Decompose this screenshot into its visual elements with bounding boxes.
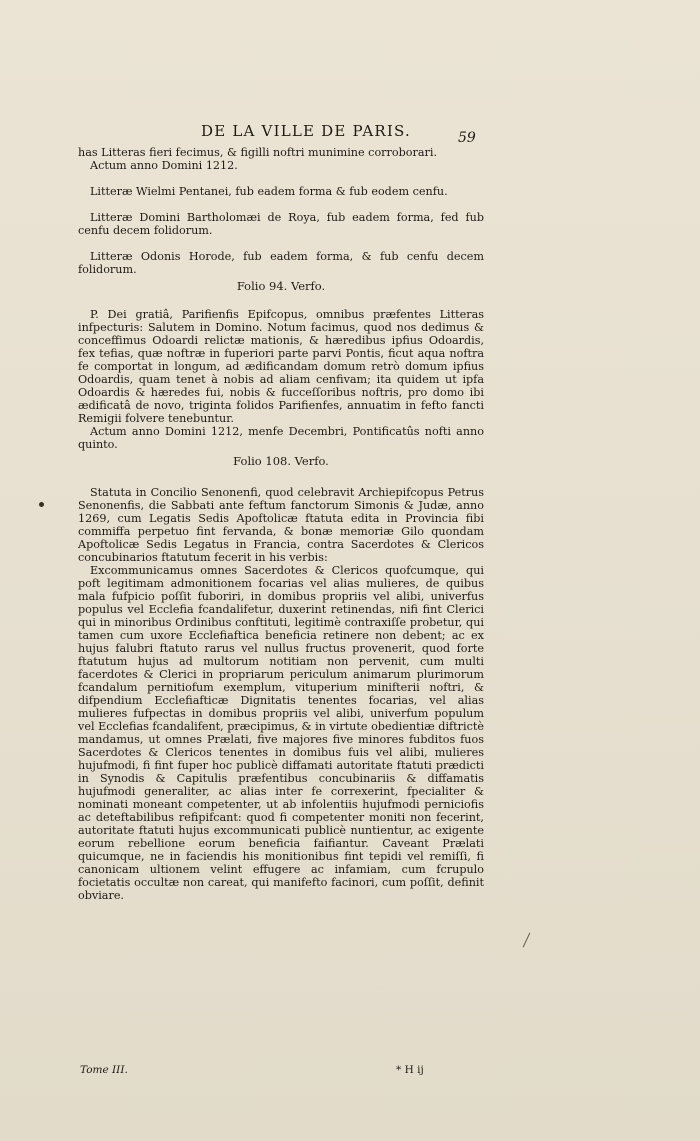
paragraph: Litteræ Odonis Horode, fub eadem forma, & fub cenfu decem folidorum.: [78, 250, 484, 276]
paragraph: Litteræ Wielmi Pentanei, fub eadem forma & fub eodem cenfu.: [90, 185, 448, 198]
volume-label: Tome III.: [80, 1064, 128, 1076]
page-number: 59: [458, 130, 476, 146]
folio-heading: Folio 108. Verfo.: [233, 454, 329, 468]
page-footer: [78, 1064, 484, 1080]
paragraph: P. Dei gratiâ, Parifienfis Epifcopus, omnibus præfentes Litteras infpecturis: Salutem in Domino. Notum facimus, quod nos dedimus & conceffimus Odoardi relictæ mationis, & hæredibus ipfius Odoardis, fex tefias, quæ noftræ in fuperiori parte parvi Pontis, ficut aqua noftra fe comportat in longum, ad ædificandam domum retrò domum ipfius Odoardis, quam tenet à nobis ad aliam cenfivam; ita quidem ut ipfa Odoardis & hæredes fui, nobis & fucceſſoribus noftris, pro domo ibi ædificatâ de novo, triginta folidos Parifienfes, annuatim in fefto fancti Remigii folvere tenebuntur.: [78, 308, 484, 425]
body-text: [78, 146, 484, 902]
paragraph: Actum anno Domini 1212, menfe Decembri, Pontificatûs nofti anno quinto.: [78, 425, 484, 451]
paragraph: Excommunicamus omnes Sacerdotes & Clericos quofcumque, qui poft legitimam admonitionem focarias vel alias mulieres, de quibus mala fufpicio poſſit fuboriri, in domibus propriis vel alibi, univerfus populus vel Ecclefia fcandalifetur, duxerint retinendas, nifi fint Clerici qui in minoribus Ordinibus conftituti, legitimè contraxiſſe probetur, qui tamen cum uxore Ecclefiaftica beneficia retinere non debent; ac ex hujus falubri ftatuto rarus vel nullus fructus provenerit, quod forte ftatutum hujus ad multorum notitiam non pervenit, cum multi facerdotes & Clerici in propriarum periculum animarum plurimorum fcandalum pernitiofum exemplum, vituperium minifterii noftri, & difpendium Ecclefiafticæ Dignitatis tenentes focarias, vel alias mulieres fufpectas in domibus propriis vel alibi, univerfum populum vel Ecclefias fcandalifent, præcipimus, & in virtute obedientiæ diftrictè mandamus, ut omnes Prælati, five majores five minores fubditos fuos Sacerdotes & Clericos tenentes in domibus fuis vel alibi, mulieres hujufmodi, fi fint fuper hoc publicè diffamati autoritate ftatuti prædicti in Synodis & Capitulis præfentibus concubinariis & diffamatis hujufmodi generaliter, ac alias inter fe correxerint, fpecialiter & nominati moneant competenter, ut ab infolentiis hujufmodi perniciofis ac deteftabilibus refipifcant: quod fi competenter moniti non fecerint, autoritate ftatuti hujus excommunicati publicè nuntientur, ac exigente eorum rebellione eorum beneficia faifiantur. Caveant Prælati quicumque, ne in faciendis his monitionibus fint tepidi vel remiſſi, fi canonicam ultionem velint effugere ac infamiam, cum fcrupulo focietatis occultæ non careat, qui manifefto facinori, cum poſſit, definit obviare.: [78, 564, 484, 902]
paragraph: Actum anno Domini 1212.: [90, 159, 238, 172]
signature-mark: * H ij: [396, 1064, 424, 1076]
paper-scratch: [523, 933, 531, 948]
folio-heading: Folio 94. Verfo.: [236, 279, 326, 293]
page-header: [0, 122, 700, 146]
paragraph: Statuta in Concilio Senonenfi, quod celebravit Archiepifcopus Petrus Senonenfis, die Sabbati ante feftum fanctorum Simonis & Judæ, anno 1269, cum Legatis Sedis Apoftolicæ ftatuta edita in Provincia fibi commiffa perpetuo fint fervanda, & bonæ memoriæ Gilo quondam Apoftolicæ Sedis Legatus in Francia, contra Sacerdotes & Clericos concubinarios ftatutum fecerit in his verbis:: [78, 486, 484, 564]
paragraph: has Litteras fieri fecimus, & figilli noftri munimine corroborari.: [78, 146, 438, 159]
running-title: DE LA VILLE DE PARIS.: [201, 122, 411, 140]
paragraph: Litteræ Domini Bartholomæi de Roya, fub eadem forma, fed fub cenfu decem folidorum.: [78, 211, 484, 237]
ink-spot: [39, 502, 44, 507]
